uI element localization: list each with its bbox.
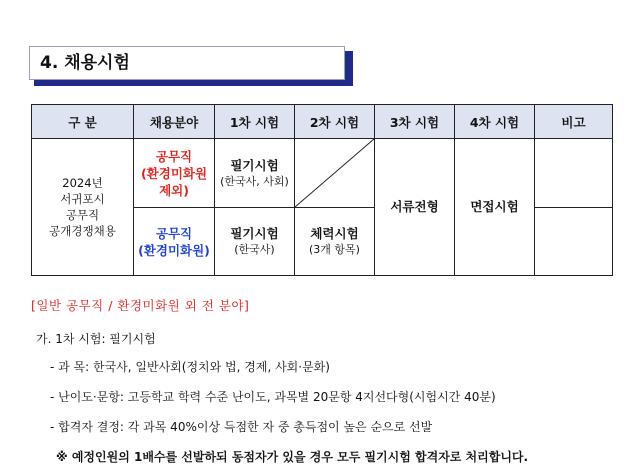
exam1-general-cell: 필기시험 (한국사, 사회) [215,139,295,208]
content-item-difficulty: - 난이도·문항: 고등학교 학력 수준 난이도, 과목별 20문항 4지선다형(시험시간 40분) [50,390,496,404]
diagonal-line [295,139,374,207]
remarks-cell-2 [535,208,613,276]
exam2-sanitation-cell: 체력시험 (3개 항목) [295,208,375,276]
remarks-cell-1 [535,139,613,208]
category-cell: 2024년 서귀포시 공무직 공개경쟁채용 [32,139,134,276]
table-header-row [32,105,613,139]
content-subheading: 가. 1차 시험: 필기시험 [36,332,156,346]
exam1-sanitation-cell: 필기시험 (한국사) [215,208,295,276]
header-category: 구 분 [32,105,134,139]
field-sanitation-cell: 공무직 (환경미화원) [134,208,215,276]
header-exam3: 3차 시험 [375,105,455,139]
content-item-subjects: - 과 목: 한국사, 일반사회(정치와 법, 경제, 사회·문화) [50,360,330,374]
header-field: 채용분야 [134,105,215,139]
exam2-general-empty-cell [295,139,375,208]
content-note: ※ 예정인원의 1배수를 선발하되 동점자가 있을 경우 모두 필기시험 합격자로 처리합니다. [56,450,529,464]
exam4-cell: 면접시험 [455,139,535,276]
header-remarks: 비고 [535,105,613,139]
table-row [32,139,613,208]
title-shadow-bottom [34,80,353,86]
exam-schedule-table [31,104,613,276]
exam3-cell: 서류전형 [375,139,455,276]
content-heading: [일반 공무직 / 환경미화원 외 전 분야] [31,298,250,313]
field-general-cell: 공무직 (환경미화원 제외) [134,139,215,208]
header-exam2: 2차 시험 [295,105,375,139]
content-item-pass-criteria: - 합격자 결정: 각 과목 40%이상 득점한 자 중 총득점이 높은 순으로 선발 [50,420,433,434]
header-exam1: 1차 시험 [215,105,295,139]
section-title: 4. 채용시험 [29,46,345,80]
header-exam4: 4차 시험 [455,105,535,139]
